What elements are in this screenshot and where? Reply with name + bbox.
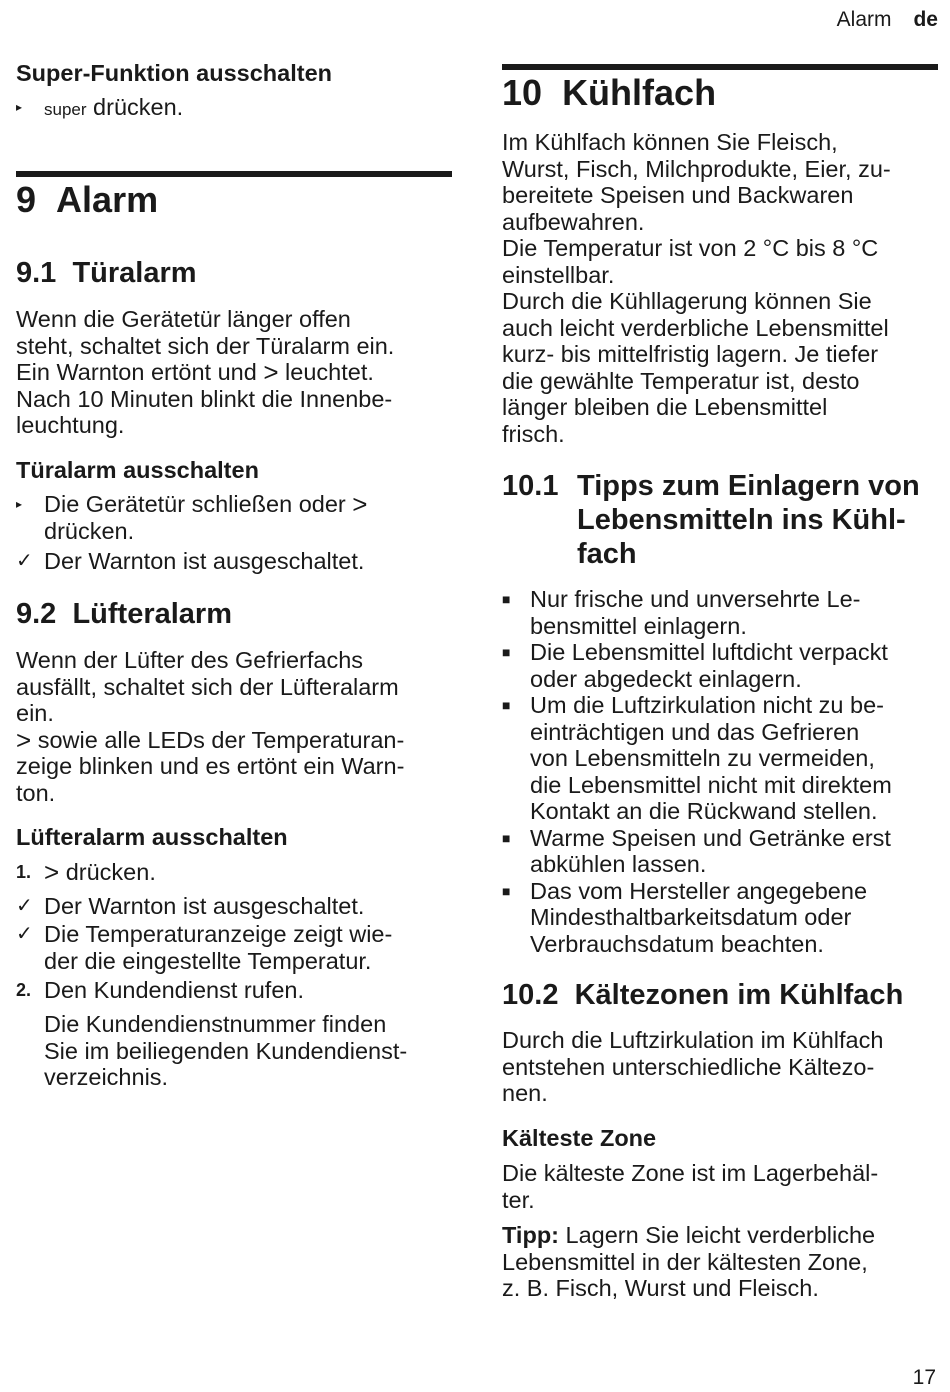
section-title-line: Lebensmitteln ins Kühl- (577, 504, 906, 536)
text-line: Wenn der Lüfter des Gefrierfachs (16, 647, 364, 673)
text-fragment: Lagern Sie leicht verderbliche (559, 1222, 876, 1248)
lufteralarm-off-heading: Lüfteralarm ausschalten (16, 824, 288, 850)
list-item (502, 878, 938, 958)
check-icon: ✓ (16, 895, 33, 917)
text-line (502, 1222, 875, 1249)
coldest-zone-text (502, 1160, 878, 1213)
text-line: Verbrauchsdatum beachten. (530, 930, 824, 957)
square-bullet-icon: ■ (502, 644, 511, 660)
section-number: 10.2 (502, 979, 559, 1011)
square-bullet-icon: ■ (502, 591, 511, 607)
text-line: einstellbar. (502, 261, 615, 288)
text-line: Wurst, Fisch, Milchprodukte, Eier, zu- (502, 155, 891, 182)
chapter-rule (16, 171, 452, 177)
step-triangle-icon: ▸ (16, 100, 23, 114)
section-number: 10.1 (502, 470, 559, 502)
text-fragment: sowie alle LEDs der Temperaturan- (31, 726, 405, 753)
text-line: nen. (502, 1080, 548, 1106)
alarm-symbol-icon: > (44, 857, 60, 887)
text-line: verzeichnis. (44, 1064, 169, 1090)
turalarm-result (16, 548, 452, 575)
chapter-number: 9 (16, 179, 37, 220)
header-language: de (913, 8, 938, 31)
list-item (502, 692, 938, 825)
text-line: bereitete Speisen und Backwaren (502, 182, 854, 208)
text-line: leuchtung. (16, 412, 125, 438)
text-line: Die Kundendienstnummer finden (44, 1011, 387, 1037)
section-number: 9.2 (16, 598, 57, 630)
text-line: aufbewahren. (502, 208, 645, 235)
step-text: Den Kundendienst rufen. (44, 977, 304, 1003)
header-section: Alarm (836, 8, 892, 31)
text-line: ter. (502, 1186, 535, 1213)
tip-block (502, 1222, 875, 1302)
lufteralarm-result-2 (16, 921, 452, 974)
alarm-symbol-icon: > (16, 724, 32, 755)
list-item (502, 586, 938, 639)
text-line: Nur frische und unversehrte Le- (530, 586, 861, 612)
section-9-1-paragraph (16, 306, 394, 439)
super-off-heading: Super-Funktion ausschalten (16, 60, 332, 86)
section-9-1-heading (16, 256, 197, 290)
square-bullet-icon: ■ (502, 882, 511, 899)
section-title: Lüfteralarm (72, 598, 232, 630)
customer-service-note (44, 1011, 407, 1091)
result-text: Der Warnton ist ausgeschaltet. (44, 548, 365, 574)
text-line: Die kälteste Zone ist im Lagerbehäl- (502, 1160, 879, 1186)
text-line: Mindesthaltbarkeitsdatum oder (530, 904, 852, 930)
chapter-10-heading (502, 72, 716, 114)
list-item (502, 639, 938, 692)
chapter-number: 10 (502, 72, 543, 113)
text-line: entstehen unterschiedliche Kältezo- (502, 1053, 875, 1080)
section-title: Kältezonen im Kühlfach (574, 979, 904, 1011)
text-line: oder abgedeckt einlagern. (530, 665, 802, 692)
text-line (16, 724, 405, 755)
text-line: steht, schaltet sich der Türalarm ein. (16, 332, 395, 359)
text-fragment: drücken. (59, 859, 156, 885)
text-line: bensmittel einlagern. (530, 612, 747, 639)
step-number: 1. (16, 862, 32, 882)
text-line: ton. (16, 779, 56, 806)
square-bullet-icon: ■ (502, 829, 511, 846)
text-line: Das vom Hersteller angegebene (530, 877, 868, 904)
section-title-line: fach (577, 538, 637, 570)
turalarm-step (16, 491, 452, 544)
text-line: zeige blinken und es ertönt ein Warn- (16, 753, 405, 779)
text-line: Sie im beiliegenden Kundendienst- (44, 1037, 408, 1064)
alarm-symbol-icon: > (263, 357, 279, 387)
text-line: von Lebensmitteln zu vermeiden, (530, 745, 875, 771)
text-line: Kontakt an die Rückwand stellen. (530, 798, 878, 824)
text-line: Um die Luftzirkulation nicht zu be- (530, 692, 884, 718)
page-number: 17 (912, 1366, 936, 1389)
text-line: kurz- bis mittelfristig lagern. Je tiefer (502, 341, 879, 367)
text-fragment: Die Gerätetür schließen oder (44, 491, 353, 517)
text-line: der die eingestellte Temperatur. (44, 947, 372, 974)
step-triangle-icon: ▸ (16, 497, 23, 511)
text-line: Die Temperatur ist von 2 °C bis 8 °C (502, 235, 879, 261)
check-icon: ✓ (16, 923, 33, 945)
text-fragment: leuchtet. (278, 359, 374, 385)
text-line: Die Lebensmittel luftdicht verpackt (530, 639, 888, 665)
chapter-title: Kühlfach (562, 72, 717, 113)
storage-tips-list (502, 586, 938, 957)
chapter-title: Alarm (56, 179, 159, 220)
super-off-step (16, 94, 452, 124)
section-title-line: Tipps zum Einlagern von (577, 470, 920, 502)
running-header (837, 8, 938, 32)
section-9-2-heading (16, 597, 232, 631)
text-line: Die Temperaturanzeige zeigt wie- (44, 921, 393, 947)
text-fragment: Ein Warnton ertönt und (16, 359, 264, 385)
text-line: Wenn die Gerätetür länger offen (16, 306, 351, 332)
text-line: Durch die Luftzirkulation im Kühlfach (502, 1027, 884, 1053)
text-line: die gewählte Temperatur ist, desto (502, 367, 860, 394)
text-line (44, 491, 367, 518)
text-line: drücken. (44, 517, 135, 544)
text-line: abkühlen lassen. (530, 851, 707, 877)
tip-label: Tipp: (502, 1222, 559, 1248)
square-bullet-icon: ■ (502, 697, 511, 713)
lufteralarm-step-2 (16, 977, 452, 1004)
lufteralarm-result-1 (16, 893, 452, 920)
super-key-label: super (44, 100, 87, 119)
text-line: Warme Speisen und Getränke erst (530, 824, 891, 851)
chapter-9-heading (16, 179, 158, 221)
step-text: drücken. (86, 94, 184, 120)
text-line: auch leicht verderbliche Lebensmittel (502, 314, 889, 341)
section-10-1-heading (502, 469, 938, 571)
section-9-2-paragraph (16, 647, 404, 806)
section-number: 9.1 (16, 257, 57, 289)
lufteralarm-step-1 (16, 859, 452, 886)
text-line: ein. (16, 700, 54, 726)
text-line: Durch die Kühllagerung können Sie (502, 288, 872, 314)
chapter-rule (502, 64, 938, 70)
section-10-2-heading (502, 978, 903, 1012)
alarm-symbol-icon: > (352, 489, 368, 519)
text-line: länger bleiben die Lebensmittel (502, 394, 828, 420)
text-line: ausfällt, schaltet sich der Lüfteralarm (16, 673, 399, 700)
section-10-2-paragraph (502, 1027, 883, 1107)
text-line: Im Kühlfach können Sie Fleisch, (502, 129, 838, 155)
text-line (16, 359, 394, 386)
text-line: z. B. Fisch, Wurst und Fleisch. (502, 1275, 819, 1301)
result-text: Der Warnton ist ausgeschaltet. (44, 893, 365, 919)
coldest-zone-heading: Kälteste Zone (502, 1125, 657, 1151)
turalarm-off-heading: Türalarm ausschalten (16, 457, 259, 483)
text-line: frisch. (502, 420, 565, 447)
step-number: 2. (16, 980, 32, 1000)
text-line: die Lebensmittel nicht mit direktem (530, 771, 892, 798)
chapter-10-intro (502, 129, 891, 447)
section-title: Türalarm (72, 257, 197, 289)
text-line: Lebensmittel in der kältesten Zone, (502, 1248, 868, 1275)
text-line: einträchtigen und das Gefrieren (530, 718, 860, 745)
check-icon: ✓ (16, 550, 33, 572)
text-line: Nach 10 Minuten blinkt die Innenbe- (16, 385, 393, 412)
list-item (502, 825, 938, 878)
